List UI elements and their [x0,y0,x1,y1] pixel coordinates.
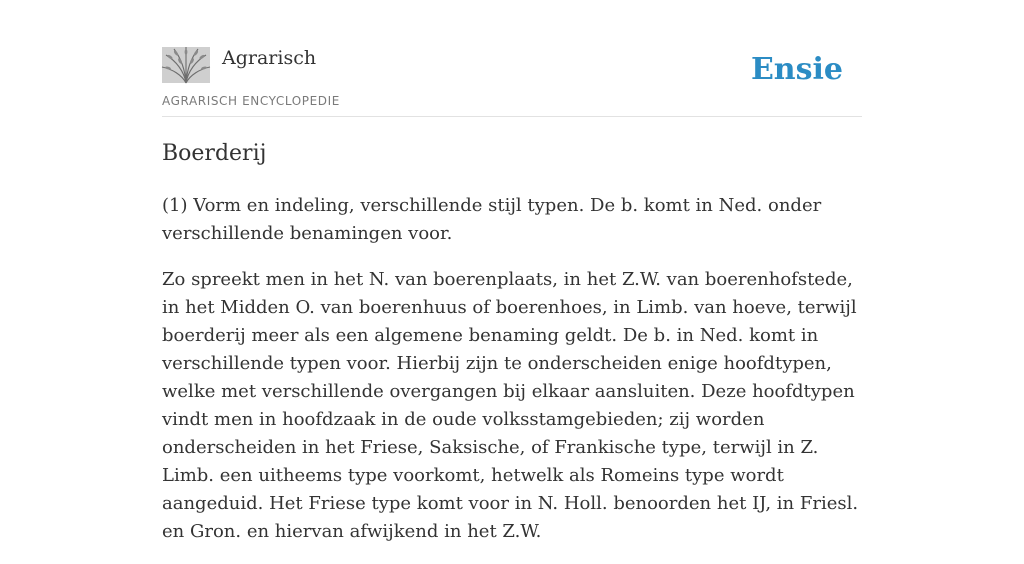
source-name-link[interactable]: Agrarisch [222,47,317,69]
article [162,138,866,564]
page-header [162,46,862,117]
article-title: Boerderij [162,141,267,166]
article-paragraph: Zo spreekt men in het N. van boerenplaats, in het Z.W. van boerenhofstede, in het Midden O. van boerenhuus of boerenhoes, in Limb. van hoeve, terwijl boerderij meer als een algemene benaming geldt. De b. in Ned. komt in verschillende typen voor. Hierbij zijn te onderscheiden enige hoofdtypen, welke met verschillende overgangen bij elkaar aansluiten. Deze hoofdtypen vindt men in hoofdzaak in de oude volksstamgebieden; zij worden onderscheiden in het Friese, Saksische, of Frankische type, terwijl in Z. Limb. een uitheems type voorkomt, hetwelk als Romeins type wordt aangeduid. Het Friese type komt voor in N. Holl. benoorden het IJ, in Friesl. en Gron. en hiervan afwijkend in het Z.W. [162,269,859,542]
source-subtitle: AGRARISCH ENCYCLOPEDIE [162,94,340,108]
brand-logo-link[interactable]: Ensie [750,52,843,87]
wheat-icon[interactable] [162,47,210,83]
article-paragraph: (1) Vorm en indeling, verschillende stijl typen. De b. komt in Ned. onder verschillende benamingen voor. [162,195,822,244]
